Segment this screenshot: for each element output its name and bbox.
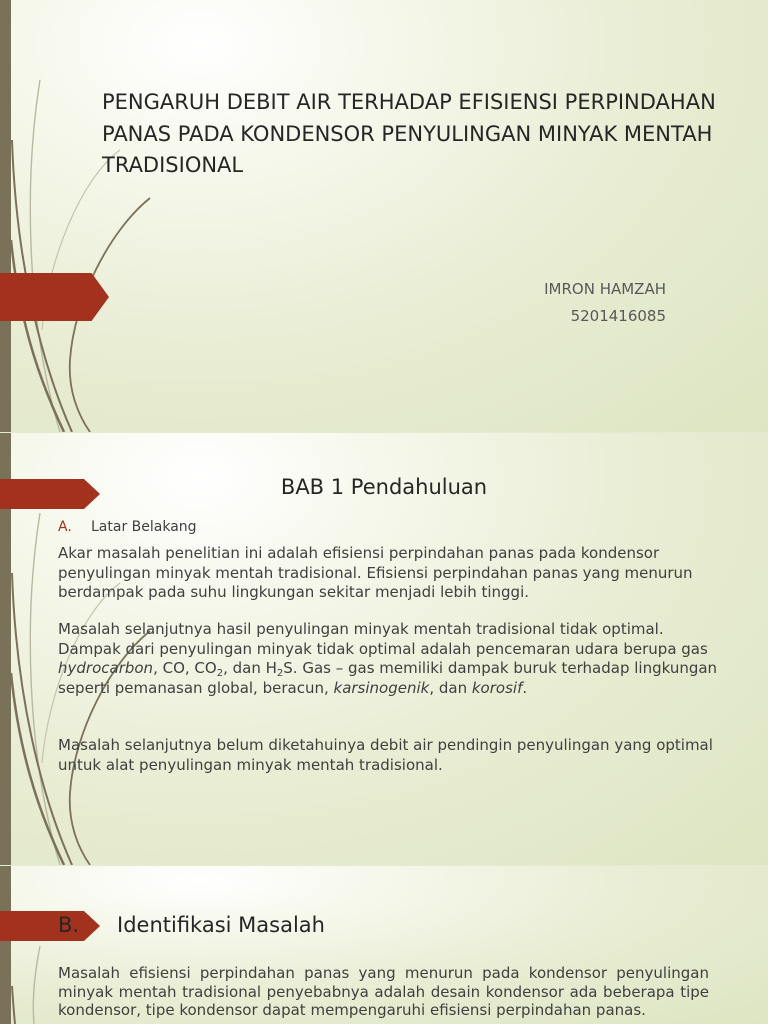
author-name: IMRON HAMZAH	[544, 280, 666, 298]
section-marker: B.	[58, 913, 80, 937]
title-slide	[0, 0, 768, 432]
identification-slide	[0, 866, 768, 1024]
p2-text-3: , dan H	[223, 659, 277, 677]
p2-italic-korosif: korosif	[471, 678, 523, 697]
p2-text-5: , dan	[429, 678, 472, 697]
section-paragraph: Masalah efisiensi perpindahan panas yang menurun pada kondensor penyulingan minyak mentah tradisional penyebabnya adalah desain kondensor ada beberapa tipe kondensor, tipe kondensor dapat mempengaruhi efisiensi perpindahan panas.	[58, 964, 709, 1019]
p2-subscript-1: 2	[216, 668, 224, 679]
heading-arrow-banner	[0, 911, 100, 941]
title-arrow-banner	[0, 273, 109, 321]
chapter-heading: BAB 1 Pendahuluan	[280, 475, 488, 499]
p2-italic-hydrocarbon: hydrocarbon	[58, 659, 154, 677]
p2-text-1: Masalah selanjutnya hasil penyulingan minyak mentah tradisional tidak optimal. Dampak dari penyulingan minyak tidak optimal adalah pencemaran udara berupa gas	[58, 620, 708, 658]
section-heading: Identifikasi Masalah	[117, 913, 325, 937]
paragraph-1: Akar masalah penelitian ini adalah efisiensi perpindahan panas pada kondensor penyulingan minyak mentah tradisional. Efisiensi perpindahan panas yang menurun berdampak pada suhu lingkungan sekitar menjadi lebih tinggi.	[58, 544, 693, 601]
presentation-title: PENGARUH DEBIT AIR TERHADAP EFISIENSI PERPINDAHAN PANAS PADA KONDENSOR PENYULINGAN MINYAK MENTAH TRADISIONAL	[102, 90, 716, 177]
p2-text-6: .	[522, 678, 528, 697]
p2-text-2: , CO, CO	[153, 659, 217, 677]
list-label: Latar Belakang	[91, 519, 197, 535]
author-id: 5201416085	[570, 307, 666, 325]
chapter-slide	[0, 433, 768, 865]
paragraph-3: Masalah selanjutnya belum diketahuinya debit air pendingin penyulingan yang optimal untuk alat penyulingan minyak mentah tradisional.	[58, 736, 713, 774]
list-marker: A.	[58, 519, 72, 535]
p2-text-4: S. Gas – gas memiliki dampak buruk terhadap lingkungan seperti pemanasan global, beracun,	[58, 659, 718, 697]
paragraph-2	[58, 620, 718, 698]
p2-subscript-2: 2	[276, 668, 284, 679]
p2-italic-karsinogenik: karsinogenik	[333, 678, 430, 697]
list-item-latar-belakang	[58, 519, 197, 535]
decorative-curves	[0, 0, 160, 432]
